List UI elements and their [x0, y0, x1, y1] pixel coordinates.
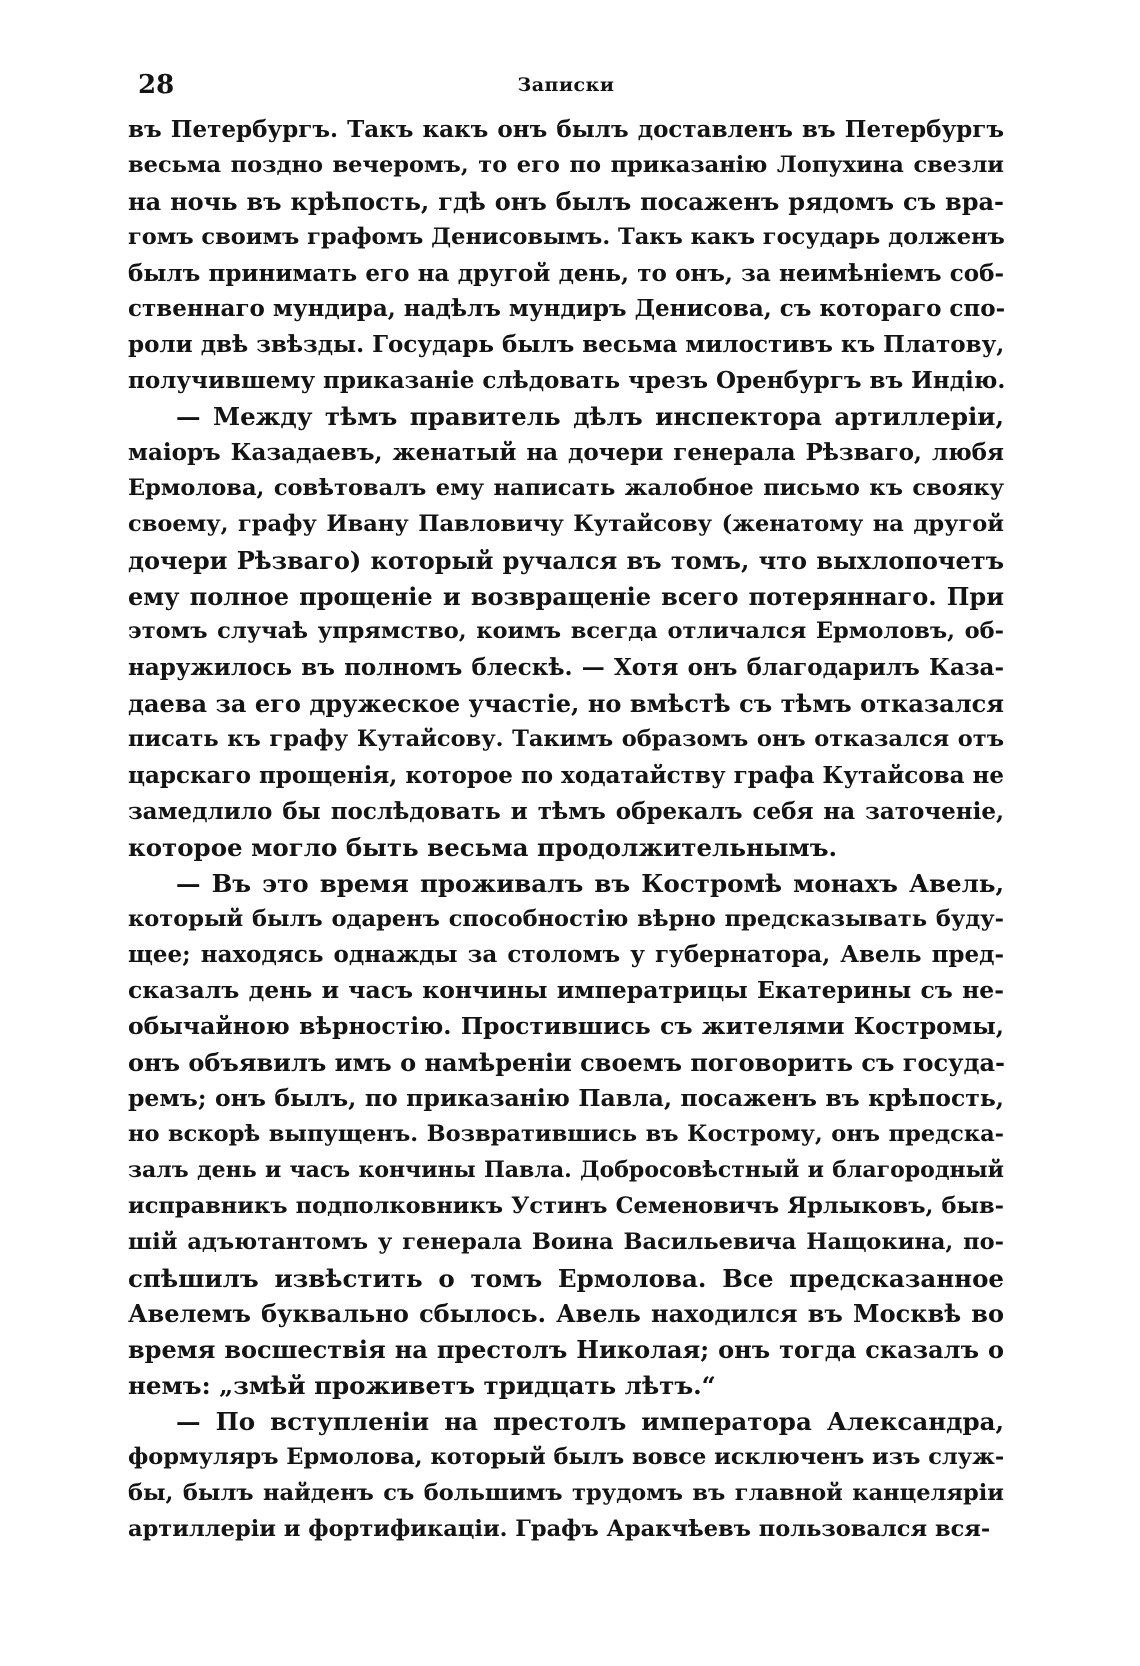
text-line: обычайною вѣрностію. Простившись съ жителями Костромы, — [128, 1012, 1004, 1041]
text-line: шій адъютантомъ у генерала Воина Васильевича Нащокина, по- — [128, 1228, 1004, 1255]
text-line: маіоръ Казадаевъ, женатый на дочери генерала Рѣзваго, любя — [128, 439, 1004, 467]
paragraph — [128, 866, 1004, 1404]
paragraph — [128, 399, 1004, 866]
text-line: — Между тѣмъ правитель дѣлъ инспектора артиллеріи, — [176, 402, 1004, 432]
text-line: которое могло быть весьма продолжительнымъ. — [128, 832, 838, 862]
paragraph — [128, 112, 1004, 399]
text-line: Авелемъ буквально сбылось. Авель находился въ Москвѣ во — [128, 1299, 1004, 1329]
text-line: писать къ графу Кутайсову. Такимъ образомъ онъ отказался отъ — [128, 726, 1004, 753]
text-line: который былъ одаренъ способностію вѣрно предсказывать буду- — [128, 905, 1004, 932]
text-line: наружилось въ полномъ блескѣ. — Хотя онъ благодарилъ Каза- — [128, 654, 1004, 682]
text-line: царскаго прощенія, которое по ходатайству графа Кутайсова не — [128, 762, 1004, 790]
text-line: Ермолова, совѣтовалъ ему написать жалобное письмо къ свояку — [128, 474, 1004, 501]
text-line: исправникъ подполковникъ Устинъ Семеновичъ Ярлыковъ, быв- — [128, 1192, 1004, 1219]
text-line: ственнаго мундира, надѣлъ мундиръ Денисова, съ котораго спо- — [128, 295, 1006, 323]
text-line: даева за его дружеское участіе, но вмѣстѣ съ тѣмъ отказался — [128, 689, 1004, 719]
text-line: дочери Рѣзваго) который ручался въ томъ, что выхлопочетъ — [128, 545, 1004, 575]
text-line: — По вступленіи на престолъ императора Александра, — [176, 1407, 1004, 1437]
text-line: получившему приказаніе слѣдовать чрезъ Оренбургъ въ Индію. — [128, 367, 1006, 395]
text-line: спѣшилъ извѣстить о томъ Ермолова. Все предсказанное — [128, 1263, 1004, 1293]
text-line: въ Петербургъ. Такъ какъ онъ былъ доставленъ въ Петербургъ — [128, 116, 1004, 143]
text-line: на ночь въ крѣпость, гдѣ онъ былъ посаженъ рядомъ съ вра- — [128, 186, 1004, 216]
text-line: но вскорѣ выпущенъ. Возвратившись въ Кострому, онъ предска- — [128, 1120, 1004, 1147]
text-line: замедлило бы послѣдовать и тѣмъ обрекалъ себя на заточеніе, — [128, 797, 1004, 825]
text-line: залъ день и часъ кончины Павла. Добросовѣстный и благородный — [128, 1156, 1004, 1183]
page-number: 28 — [138, 70, 175, 100]
text-line: роли двѣ звѣзды. Государь былъ весьма милостивъ къ Платову, — [128, 331, 1005, 359]
running-title: Записки — [517, 74, 615, 96]
text-line: бы, былъ найденъ съ большимъ трудомъ въ главной канцеляріи — [128, 1479, 1004, 1506]
text-line: формуляръ Ермолова, который былъ вовсе исключенъ изъ служ- — [128, 1443, 1005, 1470]
text-line: артиллеріи и фортификаціи. Графъ Аракчѣевъ пользовался вся- — [128, 1515, 991, 1542]
text-line: весьма поздно вечеромъ, то его по приказанію Лопухина свезли — [128, 151, 1004, 178]
text-line: щее; находясь однажды за столомъ у губернатора, Авель пред- — [128, 941, 1004, 969]
text-line: — Въ это время проживалъ въ Костромѣ монахъ Авель, — [176, 868, 1004, 898]
text-line: немъ: „змѣй проживетъ тридцать лѣтъ.“ — [128, 1371, 716, 1401]
text-line: онъ объявилъ имъ о намѣреніи своемъ поговорить съ госуда- — [128, 1048, 1005, 1078]
text-line: этомъ случаѣ упрямство, коимъ всегда отличался Ермоловъ, об- — [128, 618, 1004, 645]
text-line: ремъ; онъ былъ, по приказанію Павла, посаженъ въ крѣпость, — [128, 1084, 1004, 1113]
text-line: былъ принимать его на другой день, то онъ, за неимѣніемъ соб- — [128, 259, 1004, 287]
paragraph — [128, 1404, 1004, 1548]
text-line: сказалъ день и часъ кончины императрицы Екатерины съ не- — [128, 976, 1004, 1005]
page-header — [128, 62, 1004, 102]
text-line: гомъ своимъ графомъ Денисовымъ. Такъ какъ государь долженъ — [128, 223, 1005, 250]
text-line: ему полное прощеніе и возвращеніе всего потеряннаго. При — [128, 581, 1004, 611]
text-line: время восшествія на престолъ Николая; онъ тогда сказалъ о — [128, 1335, 1004, 1365]
book-page — [128, 62, 1004, 1548]
text-line: своему, графу Ивану Павловичу Кутайсову (женатому на другой — [128, 510, 1004, 537]
body-text — [128, 112, 1004, 1548]
